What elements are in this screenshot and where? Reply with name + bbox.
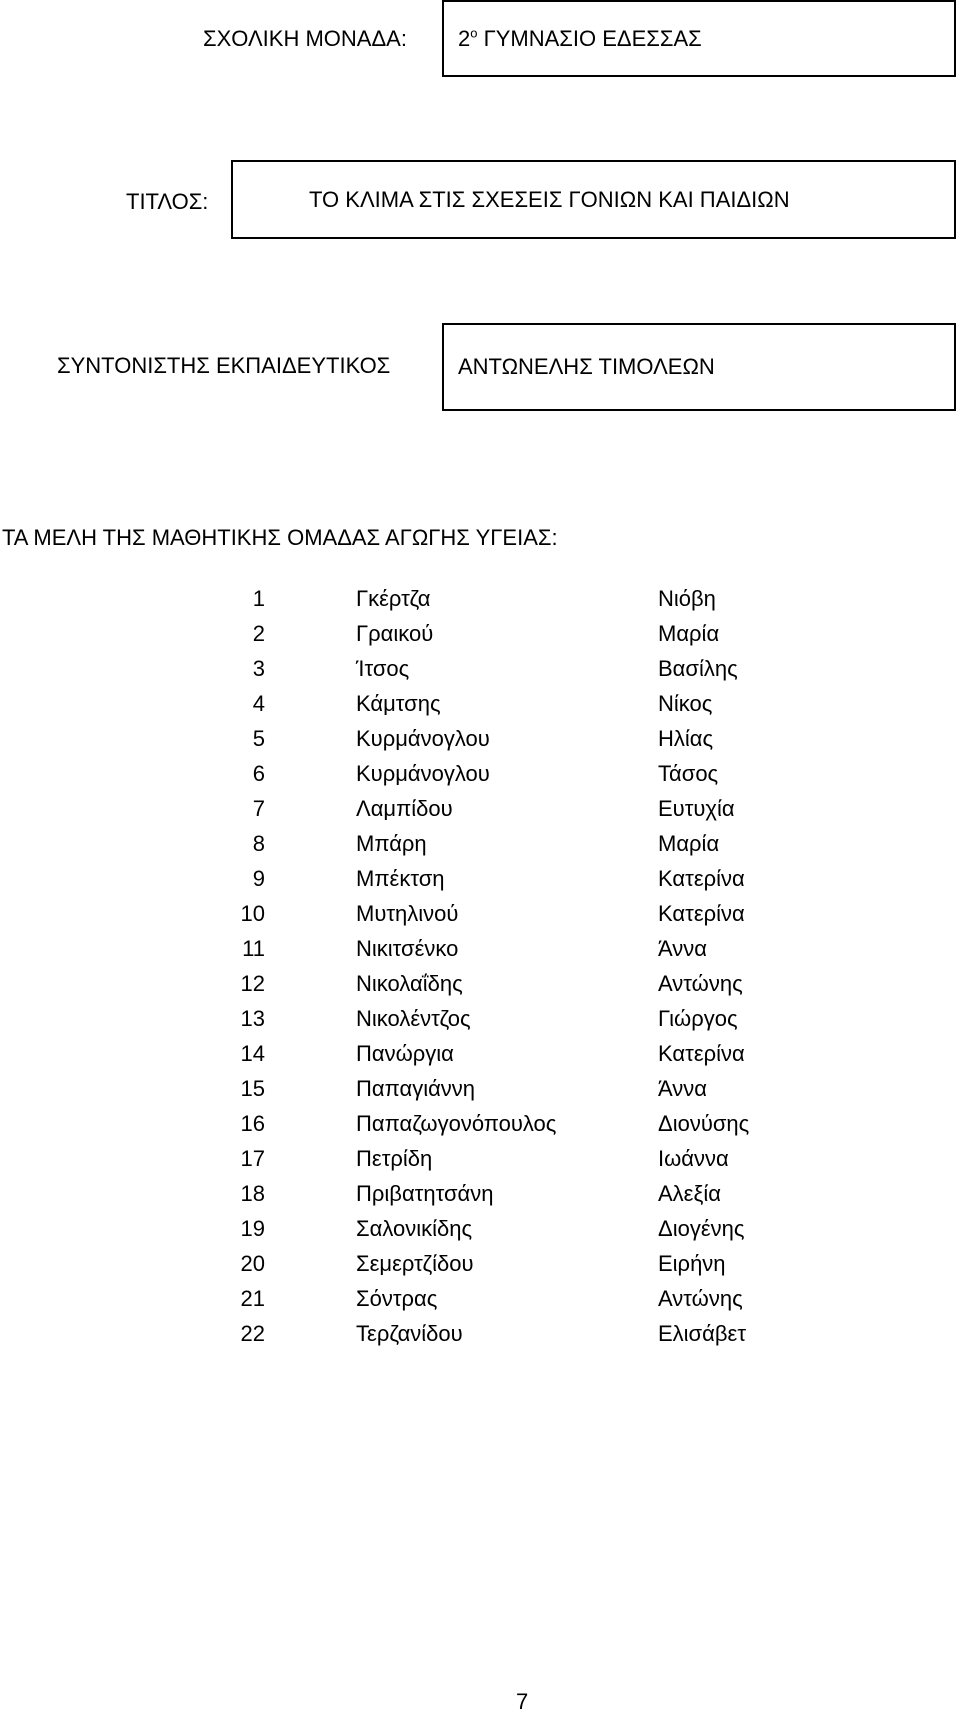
- title-value-box: [231, 160, 956, 239]
- member-surname: Μπέκτση: [356, 866, 445, 891]
- member-surname: Νικολέντζος: [356, 1006, 471, 1031]
- member-number: 4: [252, 691, 265, 716]
- member-number: 16: [240, 1111, 265, 1136]
- member-number: 15: [240, 1076, 265, 1101]
- list-item: [0, 1216, 960, 1251]
- member-number: 10: [240, 901, 265, 926]
- school-label: ΣΧΟΛΙΚΗ ΜΟΝΑΔΑ:: [203, 26, 407, 51]
- member-first-name: Ιωάννα: [658, 1146, 729, 1171]
- member-surname: Σεμερτζίδου: [356, 1251, 474, 1276]
- coordinator-value-box: [442, 323, 956, 411]
- list-item: [0, 831, 960, 866]
- list-item: [0, 1321, 960, 1356]
- member-first-name: Κατερίνα: [658, 1041, 745, 1066]
- member-first-name: Διονύσης: [658, 1111, 750, 1136]
- member-surname: Κάμτσης: [356, 691, 441, 716]
- member-number: 21: [240, 1286, 265, 1311]
- member-number: 8: [252, 831, 265, 856]
- member-surname: Κυρμάνογλου: [356, 761, 490, 786]
- member-surname: Παπαζωγονόπουλος: [356, 1111, 557, 1136]
- member-number: 12: [240, 971, 265, 996]
- member-first-name: Μαρία: [658, 621, 720, 646]
- member-first-name: Ευτυχία: [658, 796, 735, 821]
- member-first-name: Κατερίνα: [658, 901, 745, 926]
- list-item: [0, 1076, 960, 1111]
- member-surname: Μπάρη: [356, 831, 427, 856]
- member-surname: Σόντρας: [356, 1286, 438, 1311]
- member-surname: Λαμπίδου: [356, 796, 453, 821]
- school-value: [458, 26, 702, 52]
- title-label: ΤΙΤΛΟΣ:: [126, 189, 209, 214]
- member-surname: Παπαγιάννη: [356, 1076, 476, 1101]
- member-surname: Ίτσος: [356, 656, 410, 681]
- list-item: [0, 621, 960, 656]
- list-item: [0, 1006, 960, 1041]
- members-list: [0, 586, 960, 1356]
- title-value: ΤΟ ΚΛΙΜΑ ΣΤΙΣ ΣΧΕΣΕΙΣ ΓΟΝΙΩΝ ΚΑΙ ΠΑΙΔΙΩΝ: [309, 186, 790, 212]
- member-number: 13: [240, 1006, 265, 1031]
- school-value-box: [442, 0, 956, 77]
- list-item: [0, 866, 960, 901]
- member-first-name: Νίκος: [658, 691, 713, 716]
- member-first-name: Κατερίνα: [658, 866, 745, 891]
- member-surname: Πετρίδη: [356, 1146, 433, 1171]
- member-first-name: Μαρία: [658, 831, 720, 856]
- member-first-name: Γιώργος: [658, 1006, 738, 1031]
- member-number: 1: [252, 586, 265, 611]
- page-number: 7: [516, 1689, 529, 1714]
- member-number: 5: [252, 726, 265, 751]
- list-item: [0, 901, 960, 936]
- list-item: [0, 586, 960, 621]
- member-first-name: Αλεξία: [658, 1181, 721, 1206]
- member-surname: Νικιτσένκο: [356, 936, 459, 961]
- member-number: 17: [240, 1146, 265, 1171]
- member-number: 2: [252, 621, 265, 646]
- list-item: [0, 1146, 960, 1181]
- coordinator-label: ΣΥΝΤΟΝΙΣΤΗΣ ΕΚΠΑΙΔΕΥΤΙΚΟΣ: [57, 353, 391, 378]
- list-item: [0, 726, 960, 761]
- member-first-name: Ειρήνη: [658, 1251, 726, 1276]
- member-number: 14: [240, 1041, 265, 1066]
- member-surname: Πανώργια: [356, 1041, 454, 1066]
- member-surname: Νικολαΐδης: [356, 971, 463, 996]
- member-surname: Σαλονικίδης: [356, 1216, 473, 1241]
- member-first-name: Αντώνης: [658, 1286, 743, 1311]
- school-value-number: 2: [458, 25, 471, 51]
- member-surname: Μυτηλινού: [356, 901, 459, 926]
- members-heading: ΤΑ ΜΕΛΗ ΤΗΣ ΜΑΘΗΤΙΚΗΣ ΟΜΑΔΑΣ ΑΓΩΓΗΣ ΥΓΕΙΑΣ:: [2, 525, 558, 550]
- coordinator-value: ΑΝΤΩΝΕΛΗΣ ΤΙΜΟΛΕΩΝ: [458, 354, 715, 379]
- school-value-name: ΓΥΜΝΑΣΙΟ ΕΔΕΣΣΑΣ: [483, 25, 702, 51]
- list-item: [0, 656, 960, 691]
- member-surname: Κυρμάνογλου: [356, 726, 490, 751]
- member-first-name: Βασίλης: [658, 656, 738, 681]
- member-first-name: Νιόβη: [658, 586, 716, 611]
- member-first-name: Τάσος: [658, 761, 719, 786]
- list-item: [0, 691, 960, 726]
- member-first-name: Ηλίας: [658, 726, 714, 751]
- list-item: [0, 936, 960, 971]
- member-first-name: Άννα: [658, 936, 708, 961]
- member-number: 20: [240, 1251, 265, 1276]
- list-item: [0, 796, 960, 831]
- member-surname: Γκέρτζα: [356, 586, 431, 611]
- list-item: [0, 1041, 960, 1076]
- member-number: 9: [252, 866, 265, 891]
- list-item: [0, 1251, 960, 1286]
- list-item: [0, 761, 960, 796]
- member-first-name: Ελισάβετ: [658, 1321, 747, 1346]
- member-number: 19: [240, 1216, 265, 1241]
- member-number: 3: [252, 656, 265, 681]
- member-surname: Τερζανίδου: [356, 1321, 463, 1346]
- member-surname: Πριβατητσάνη: [356, 1181, 494, 1206]
- member-first-name: Διογένης: [658, 1216, 745, 1241]
- member-surname: Γραικού: [356, 621, 434, 646]
- list-item: [0, 1286, 960, 1321]
- school-value-sup: ο: [470, 25, 478, 41]
- list-item: [0, 1181, 960, 1216]
- member-number: 18: [240, 1181, 265, 1206]
- list-item: [0, 1111, 960, 1146]
- member-first-name: Άννα: [658, 1076, 708, 1101]
- member-number: 11: [242, 936, 265, 961]
- member-number: 22: [240, 1321, 265, 1346]
- list-item: [0, 971, 960, 1006]
- member-first-name: Αντώνης: [658, 971, 743, 996]
- member-number: 7: [252, 796, 265, 821]
- member-number: 6: [252, 761, 265, 786]
